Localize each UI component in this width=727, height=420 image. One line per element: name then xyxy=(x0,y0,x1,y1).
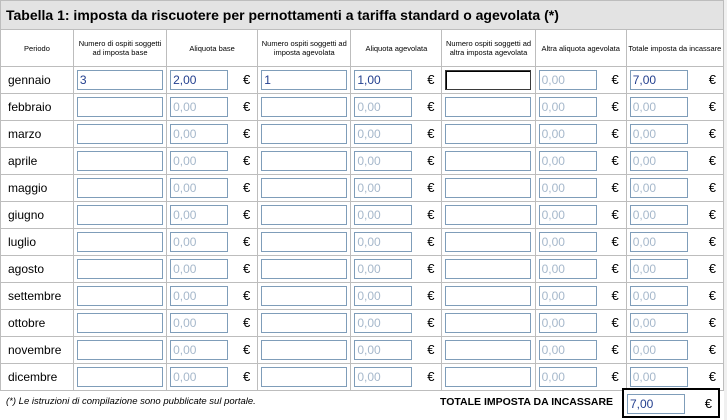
table-row xyxy=(1,175,724,202)
euro-symbol: € xyxy=(611,126,619,141)
row-month-label: settembre xyxy=(1,283,74,310)
altra-aliquota-field[interactable]: 0,00 xyxy=(539,340,597,360)
table-cell xyxy=(351,229,442,256)
row-month-label: aprile xyxy=(1,148,74,175)
table-cell xyxy=(351,364,442,391)
table-row xyxy=(1,67,724,94)
ospiti-altra-field[interactable] xyxy=(445,286,531,306)
table-cell xyxy=(167,148,258,175)
ospiti-agevolata-field[interactable] xyxy=(261,232,347,252)
euro-symbol: € xyxy=(704,396,712,411)
euro-symbol: € xyxy=(427,342,435,357)
table-cell xyxy=(442,67,535,94)
ospiti-agevolata-field[interactable] xyxy=(261,205,347,225)
euro-symbol: € xyxy=(708,126,716,141)
row-month-label: marzo xyxy=(1,121,74,148)
ospiti-altra-field[interactable] xyxy=(445,340,531,360)
ospiti-agevolata-field[interactable] xyxy=(261,286,347,306)
row-month-label: gennaio xyxy=(1,67,74,94)
aliquota-agevolata-field[interactable]: 0,00 xyxy=(354,205,412,225)
table-cell xyxy=(626,229,723,256)
table-cell xyxy=(167,175,258,202)
euro-symbol: € xyxy=(708,288,716,303)
ospiti-altra-field[interactable] xyxy=(445,70,531,90)
table-cell xyxy=(351,67,442,94)
ospiti-agevolata-field[interactable] xyxy=(261,178,347,198)
table-cell xyxy=(73,310,166,337)
ospiti-altra-field[interactable] xyxy=(445,178,531,198)
aliquota-agevolata-field[interactable]: 1,00 xyxy=(354,70,412,90)
euro-symbol: € xyxy=(611,153,619,168)
euro-symbol: € xyxy=(611,180,619,195)
euro-symbol: € xyxy=(611,342,619,357)
header-aliquota-agevolata: Aliquota agevolata xyxy=(351,30,442,67)
ospiti-base-field[interactable] xyxy=(77,313,163,333)
table-cell xyxy=(626,175,723,202)
aliquota-base-field[interactable]: 0,00 xyxy=(170,313,228,333)
altra-aliquota-field[interactable]: 0,00 xyxy=(539,97,597,117)
table-cell xyxy=(626,148,723,175)
ospiti-altra-field[interactable] xyxy=(445,205,531,225)
ospiti-altra-field[interactable] xyxy=(445,151,531,171)
ospiti-base-field[interactable] xyxy=(77,151,163,171)
ospiti-base-field[interactable] xyxy=(77,178,163,198)
table-cell xyxy=(535,94,626,121)
table-cell xyxy=(73,229,166,256)
table-cell xyxy=(167,229,258,256)
table-cell xyxy=(626,202,723,229)
totale-field[interactable]: 7,00 xyxy=(630,70,688,90)
aliquota-agevolata-field[interactable]: 0,00 xyxy=(354,313,412,333)
table-row xyxy=(1,256,724,283)
table-row xyxy=(1,148,724,175)
table-row xyxy=(1,229,724,256)
aliquota-agevolata-field[interactable]: 0,00 xyxy=(354,151,412,171)
table-cell xyxy=(535,67,626,94)
header-totale: Totale imposta da incassare xyxy=(626,30,723,67)
aliquota-base-field[interactable]: 0,00 xyxy=(170,286,228,306)
table-cell xyxy=(351,256,442,283)
table-cell xyxy=(535,175,626,202)
table-cell xyxy=(442,202,535,229)
ospiti-agevolata-field[interactable]: 1 xyxy=(261,70,347,90)
altra-aliquota-field[interactable]: 0,00 xyxy=(539,259,597,279)
table-cell xyxy=(626,256,723,283)
row-month-label: ottobre xyxy=(1,310,74,337)
table-cell xyxy=(351,283,442,310)
euro-symbol: € xyxy=(611,234,619,249)
euro-symbol: € xyxy=(242,207,251,222)
euro-symbol: € xyxy=(427,126,435,141)
row-month-label: novembre xyxy=(1,337,74,364)
euro-symbol: € xyxy=(708,234,716,249)
table-row xyxy=(1,364,724,391)
ospiti-base-field[interactable] xyxy=(77,340,163,360)
euro-symbol: € xyxy=(708,342,716,357)
euro-symbol: € xyxy=(427,369,435,384)
totale-field[interactable]: 0,00 xyxy=(630,232,688,252)
header-periodo: Periodo xyxy=(1,30,74,67)
ospiti-base-field[interactable] xyxy=(77,259,163,279)
header-ospiti-agevolata: Numero ospiti soggetti ad imposta agevolata xyxy=(258,30,351,67)
aliquota-base-field[interactable]: 0,00 xyxy=(170,232,228,252)
table-cell xyxy=(535,229,626,256)
euro-symbol: € xyxy=(427,180,435,195)
ospiti-altra-field[interactable] xyxy=(445,367,531,387)
table-row xyxy=(1,337,724,364)
table-cell xyxy=(73,148,166,175)
euro-symbol: € xyxy=(242,288,251,303)
euro-symbol: € xyxy=(427,99,435,114)
euro-symbol: € xyxy=(611,288,619,303)
table-cell xyxy=(258,148,351,175)
euro-symbol: € xyxy=(708,72,716,87)
table-cell xyxy=(167,364,258,391)
table-cell xyxy=(535,310,626,337)
euro-symbol: € xyxy=(242,261,251,276)
ospiti-altra-field[interactable] xyxy=(445,97,531,117)
table-cell xyxy=(351,175,442,202)
table-cell xyxy=(167,202,258,229)
euro-symbol: € xyxy=(242,369,251,384)
euro-symbol: € xyxy=(242,99,251,114)
table-cell xyxy=(258,337,351,364)
row-month-label: maggio xyxy=(1,175,74,202)
aliquota-base-field[interactable]: 0,00 xyxy=(170,97,228,117)
table-row xyxy=(1,202,724,229)
table-cell xyxy=(167,67,258,94)
table-cell xyxy=(442,283,535,310)
euro-symbol: € xyxy=(242,342,251,357)
table-cell xyxy=(258,310,351,337)
table-cell xyxy=(626,121,723,148)
aliquota-agevolata-field[interactable]: 0,00 xyxy=(354,178,412,198)
table-cell xyxy=(73,121,166,148)
euro-symbol: € xyxy=(427,207,435,222)
table-cell xyxy=(351,148,442,175)
table-cell xyxy=(351,121,442,148)
aliquota-agevolata-field[interactable]: 0,00 xyxy=(354,232,412,252)
euro-symbol: € xyxy=(242,126,251,141)
aliquota-agevolata-field[interactable]: 0,00 xyxy=(354,259,412,279)
euro-symbol: € xyxy=(708,153,716,168)
tax-table xyxy=(0,29,724,391)
table-cell xyxy=(73,337,166,364)
ospiti-agevolata-field[interactable] xyxy=(261,340,347,360)
ospiti-base-field[interactable] xyxy=(77,367,163,387)
euro-symbol: € xyxy=(427,234,435,249)
table-cell xyxy=(167,256,258,283)
euro-symbol: € xyxy=(708,261,716,276)
header-ospiti-base: Numero di ospiti soggetti ad imposta base xyxy=(73,30,166,67)
aliquota-base-field[interactable]: 0,00 xyxy=(170,367,228,387)
table-cell xyxy=(167,121,258,148)
header-altra-aliquota: Altra aliquota agevolata xyxy=(535,30,626,67)
altra-aliquota-field[interactable]: 0,00 xyxy=(539,313,597,333)
euro-symbol: € xyxy=(427,315,435,330)
table-cell xyxy=(442,256,535,283)
row-month-label: agosto xyxy=(1,256,74,283)
ospiti-base-field[interactable]: 3 xyxy=(77,70,163,90)
euro-symbol: € xyxy=(242,180,251,195)
totale-field[interactable]: 0,00 xyxy=(630,151,688,171)
aliquota-agevolata-field[interactable]: 0,00 xyxy=(354,367,412,387)
table-cell xyxy=(258,364,351,391)
table-row xyxy=(1,121,724,148)
table-cell xyxy=(73,256,166,283)
table-cell xyxy=(258,175,351,202)
totale-field[interactable]: 0,00 xyxy=(630,259,688,279)
table-row xyxy=(1,94,724,121)
footer xyxy=(0,388,727,418)
header-aliquota-base: Aliquota base xyxy=(167,30,258,67)
table-row xyxy=(1,310,724,337)
altra-aliquota-field[interactable]: 0,00 xyxy=(539,232,597,252)
euro-symbol: € xyxy=(242,234,251,249)
grand-total-box xyxy=(622,388,720,418)
table-cell xyxy=(351,94,442,121)
table-cell xyxy=(626,94,723,121)
euro-symbol: € xyxy=(242,315,251,330)
totale-field[interactable]: 0,00 xyxy=(630,205,688,225)
euro-symbol: € xyxy=(611,369,619,384)
ospiti-altra-field[interactable] xyxy=(445,259,531,279)
altra-aliquota-field[interactable]: 0,00 xyxy=(539,205,597,225)
ospiti-altra-field[interactable] xyxy=(445,313,531,333)
totale-field[interactable]: 0,00 xyxy=(630,367,688,387)
euro-symbol: € xyxy=(611,207,619,222)
table-cell xyxy=(258,256,351,283)
ospiti-agevolata-field[interactable] xyxy=(261,259,347,279)
euro-symbol: € xyxy=(708,180,716,195)
row-month-label: dicembre xyxy=(1,364,74,391)
table-cell xyxy=(626,67,723,94)
euro-symbol: € xyxy=(611,261,619,276)
aliquota-base-field[interactable]: 2,00 xyxy=(170,70,228,90)
euro-symbol: € xyxy=(242,153,251,168)
altra-aliquota-field[interactable]: 0,00 xyxy=(539,286,597,306)
header-ospiti-altra: Numero ospiti soggetti ad altra imposta agevolata xyxy=(442,30,535,67)
table-cell xyxy=(535,283,626,310)
table-title: Tabella 1: imposta da riscuotere per pernottamenti a tariffa standard o agevolata (*) xyxy=(0,0,724,29)
row-month-label: giugno xyxy=(1,202,74,229)
table-cell xyxy=(258,121,351,148)
totale-field[interactable]: 0,00 xyxy=(630,286,688,306)
totale-field[interactable]: 0,00 xyxy=(630,313,688,333)
table-cell xyxy=(442,121,535,148)
ospiti-agevolata-field[interactable] xyxy=(261,97,347,117)
table-cell xyxy=(442,148,535,175)
grand-total-field[interactable]: 7,00 xyxy=(627,394,685,414)
aliquota-base-field[interactable]: 0,00 xyxy=(170,205,228,225)
table-row xyxy=(1,283,724,310)
table-cell xyxy=(167,94,258,121)
table-cell xyxy=(626,283,723,310)
aliquota-agevolata-field[interactable]: 0,00 xyxy=(354,124,412,144)
table-cell xyxy=(535,148,626,175)
euro-symbol: € xyxy=(427,261,435,276)
euro-symbol: € xyxy=(611,99,619,114)
table-cell xyxy=(535,256,626,283)
aliquota-agevolata-field[interactable]: 0,00 xyxy=(354,340,412,360)
table-cell xyxy=(258,202,351,229)
table-cell xyxy=(442,229,535,256)
table-cell xyxy=(442,310,535,337)
euro-symbol: € xyxy=(708,369,716,384)
grand-total-label: TOTALE IMPOSTA DA INCASSARE xyxy=(440,396,614,408)
euro-symbol: € xyxy=(427,288,435,303)
altra-aliquota-field[interactable]: 0,00 xyxy=(539,124,597,144)
ospiti-base-field[interactable] xyxy=(77,124,163,144)
table-cell xyxy=(73,283,166,310)
ospiti-agevolata-field[interactable] xyxy=(261,151,347,171)
ospiti-agevolata-field[interactable] xyxy=(261,313,347,333)
table-cell xyxy=(351,202,442,229)
row-month-label: febbraio xyxy=(1,94,74,121)
header-row xyxy=(1,30,724,67)
table-cell xyxy=(442,364,535,391)
footnote: (*) Le istruzioni di compilazione sono pubblicate sul portale. xyxy=(6,396,256,407)
euro-symbol: € xyxy=(708,99,716,114)
aliquota-base-field[interactable]: 0,00 xyxy=(170,259,228,279)
table-cell xyxy=(442,94,535,121)
aliquota-base-field[interactable]: 0,00 xyxy=(170,340,228,360)
table-cell xyxy=(73,94,166,121)
ospiti-base-field[interactable] xyxy=(77,97,163,117)
euro-symbol: € xyxy=(427,72,435,87)
table-cell xyxy=(535,337,626,364)
table-cell xyxy=(258,67,351,94)
totale-field[interactable]: 0,00 xyxy=(630,178,688,198)
aliquota-base-field[interactable]: 0,00 xyxy=(170,151,228,171)
table-cell xyxy=(258,229,351,256)
totale-field[interactable]: 0,00 xyxy=(630,124,688,144)
row-month-label: luglio xyxy=(1,229,74,256)
euro-symbol: € xyxy=(427,153,435,168)
ospiti-base-field[interactable] xyxy=(77,286,163,306)
table-cell xyxy=(167,337,258,364)
ospiti-agevolata-field[interactable] xyxy=(261,367,347,387)
table-cell xyxy=(442,337,535,364)
table-cell xyxy=(258,283,351,310)
table-cell xyxy=(167,310,258,337)
table-cell xyxy=(626,310,723,337)
euro-symbol: € xyxy=(708,315,716,330)
altra-aliquota-field[interactable]: 0,00 xyxy=(539,70,597,90)
euro-symbol: € xyxy=(242,72,251,87)
table-cell xyxy=(73,67,166,94)
table-cell xyxy=(258,94,351,121)
ospiti-altra-field[interactable] xyxy=(445,232,531,252)
ospiti-base-field[interactable] xyxy=(77,232,163,252)
aliquota-agevolata-field[interactable]: 0,00 xyxy=(354,97,412,117)
euro-symbol: € xyxy=(611,315,619,330)
euro-symbol: € xyxy=(611,72,619,87)
altra-aliquota-field[interactable]: 0,00 xyxy=(539,151,597,171)
altra-aliquota-field[interactable]: 0,00 xyxy=(539,178,597,198)
table-cell xyxy=(351,337,442,364)
ospiti-base-field[interactable] xyxy=(77,205,163,225)
totale-field[interactable]: 0,00 xyxy=(630,97,688,117)
table-cell xyxy=(535,202,626,229)
table-cell xyxy=(73,364,166,391)
table-cell xyxy=(626,364,723,391)
ospiti-altra-field[interactable] xyxy=(445,124,531,144)
euro-symbol: € xyxy=(708,207,716,222)
ospiti-agevolata-field[interactable] xyxy=(261,124,347,144)
table-cell xyxy=(535,121,626,148)
table-cell xyxy=(167,283,258,310)
altra-aliquota-field[interactable]: 0,00 xyxy=(539,367,597,387)
totale-field[interactable]: 0,00 xyxy=(630,340,688,360)
table-cell xyxy=(626,337,723,364)
table-cell xyxy=(351,310,442,337)
aliquota-base-field[interactable]: 0,00 xyxy=(170,124,228,144)
table-cell xyxy=(73,202,166,229)
table-cell xyxy=(535,364,626,391)
aliquota-agevolata-field[interactable]: 0,00 xyxy=(354,286,412,306)
table-cell xyxy=(73,175,166,202)
table-cell xyxy=(442,175,535,202)
aliquota-base-field[interactable]: 0,00 xyxy=(170,178,228,198)
